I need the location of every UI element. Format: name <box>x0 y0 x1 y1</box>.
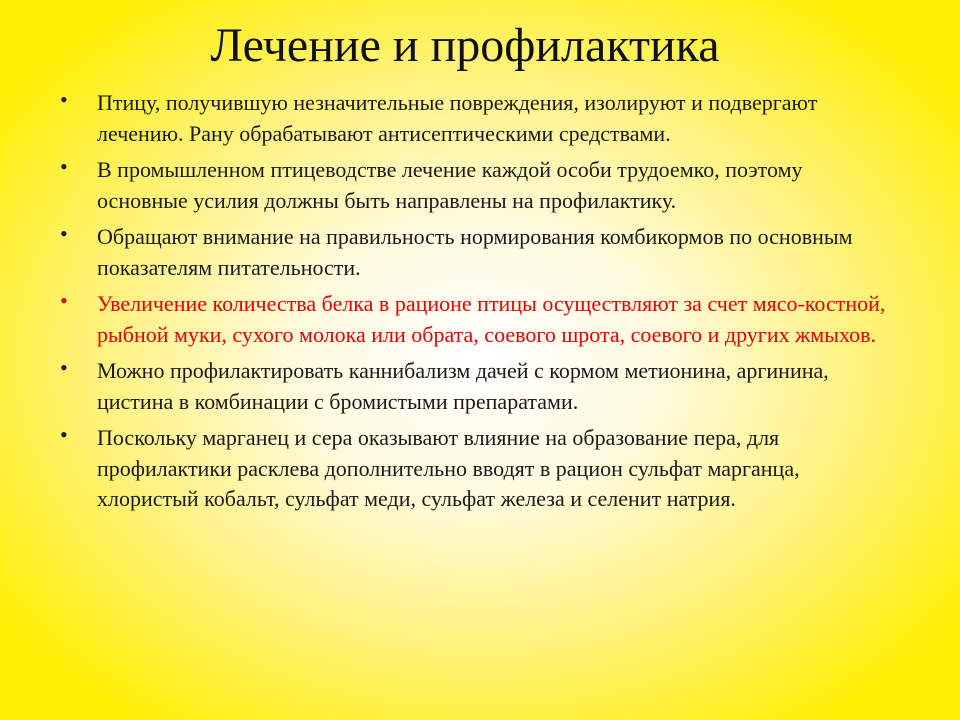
bullet-text: В промышленном птицеводстве лечение каждой особи трудоемко, поэтому основные усилия должны быть направлены на профилактику. <box>97 157 803 213</box>
bullet-dot-icon: • <box>60 288 68 313</box>
bullet-text: Поскольку марганец и сера оказывают влияние на образование пера, для профилактики расклева дополнительно вводят в рацион сульфат марганца, хлористый кобальт, сульфат меди, сульфат железа и селенит натрия. <box>97 425 800 511</box>
bullet-text: Увеличение количества белка в рационе птицы осуществляют за счет мясо-костной, рыбной муки, сухого молока или обрата, соевого шрота, соевого и других жмыхов. <box>97 291 886 347</box>
slide-title: Лечение и профилактика <box>210 19 720 72</box>
bullet-item-industrial <box>56 155 886 216</box>
bullet-text: Можно профилактировать каннибализм дачей с кормом метионина, аргинина, цистина в комбинации с бромистыми препаратами. <box>97 358 829 414</box>
bullet-item-minerals <box>56 423 886 515</box>
bullet-text: Обращают внимание на правильность нормирования комбикормов по основным показателям питательности. <box>97 224 853 280</box>
bullet-dot-icon: • <box>60 422 68 447</box>
bullet-item-protein <box>56 289 886 350</box>
bullet-dot-icon: • <box>60 221 68 246</box>
bullet-item-feed-norms <box>56 222 886 283</box>
bullet-dot-icon: • <box>60 355 68 380</box>
bullet-item-cannibalism <box>56 356 886 417</box>
bullet-list <box>56 88 886 521</box>
bullet-item-isolation <box>56 88 886 149</box>
bullet-dot-icon: • <box>60 87 68 112</box>
bullet-text: Птицу, получившую незначительные повреждения, изолируют и подвергают лечению. Рану обрабатывают антисептическими средствами. <box>97 90 818 146</box>
bullet-dot-icon: • <box>60 154 68 179</box>
